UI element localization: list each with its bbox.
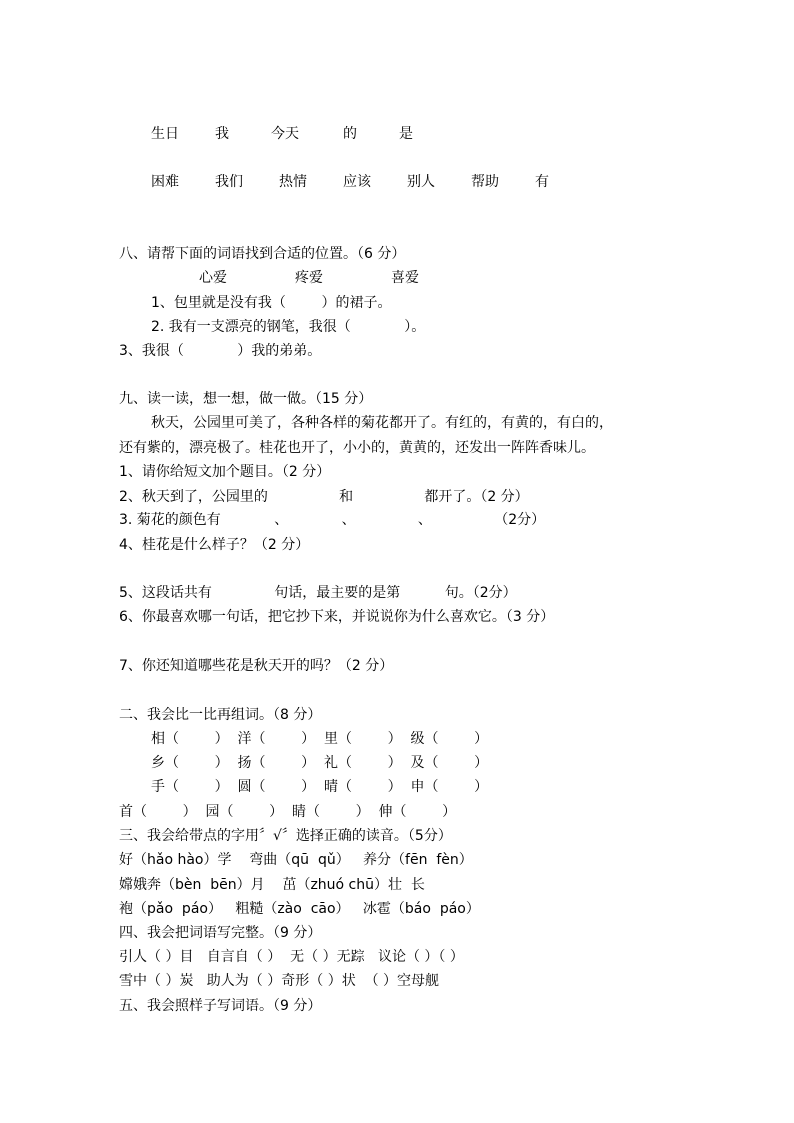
section-9-question-4: 4、桂花是什么样子？（2 分） bbox=[119, 537, 310, 553]
section-4-title: 四、我会把词语写完整。（9 分） bbox=[119, 925, 322, 941]
section-9-question-7: 7、你还知道哪些花是秋天开的吗？（2 分） bbox=[119, 658, 394, 674]
word-compare-row-4: 首（ ） 园（ ） 睛（ ） 伸（ ） bbox=[119, 804, 457, 820]
section-5-title: 五、我会照样子写词语。（9 分） bbox=[119, 998, 322, 1014]
word-item: 帮助 bbox=[471, 174, 499, 190]
pronunciation-row-2: 嫦娥奔（bèn bēn）月 茁（zhuó chū）壮 长 bbox=[119, 877, 425, 893]
word-compare-row-3: 手（ ） 圆（ ） 晴（ ） 申（ ） bbox=[151, 779, 489, 795]
word-item: 生日 bbox=[151, 126, 179, 142]
section-9-title: 九、读一读，想一想，做一做。（15 分） bbox=[119, 391, 373, 407]
section-9-question-1: 1、请你给短文加个题目。（2 分） bbox=[119, 464, 331, 480]
pronunciation-row-1: 好（hǎo hào）学 弯曲（qū qǔ） 养分（fēn fèn） bbox=[119, 852, 473, 868]
option-word: 疼爱 bbox=[295, 270, 323, 286]
option-word: 心爱 bbox=[199, 270, 227, 286]
word-item: 我们 bbox=[215, 174, 243, 190]
section-8-question-3: 3、我很（ ）我的弟弟。 bbox=[119, 343, 322, 359]
reading-passage-line-2: 还有紫的，漂亮极了。桂花也开了，小小的，黄黄的，还发出一阵阵香味儿。 bbox=[119, 440, 595, 456]
option-word: 喜爱 bbox=[391, 270, 419, 286]
word-item: 热情 bbox=[279, 174, 307, 190]
pronunciation-row-3: 袍（pǎo páo） 粗糙（zào cāo） 冰雹（báo páo） bbox=[119, 901, 480, 917]
word-item: 应该 bbox=[343, 174, 371, 190]
reading-passage-line-1: 秋天，公园里可美了，各种各样的菊花都开了。有红的，有黄的，有白的， bbox=[151, 415, 613, 431]
section-3-title: 三、我会给带点的字用〞√〞选择正确的读音。（5分） bbox=[119, 828, 452, 844]
word-item: 是 bbox=[399, 126, 413, 142]
idiom-row-1: 引人（ ）目 自言自（ ） 无（ ）无踪 议论（ ）（ ） bbox=[119, 949, 464, 965]
word-item: 困难 bbox=[151, 174, 179, 190]
section-8-question-2: 2. 我有一支漂亮的钢笔，我很（ ）。 bbox=[151, 319, 426, 335]
word-item: 今天 bbox=[271, 126, 299, 142]
section-9-question-6: 6、你最喜欢哪一句话，把它抄下来，并说说你为什么喜欢它。（3 分） bbox=[119, 609, 555, 625]
word-item: 的 bbox=[343, 126, 357, 142]
section-9-question-2: 2、秋天到了，公园里的 和 都开了。（2 分） bbox=[119, 489, 529, 505]
section-8-title: 八、请帮下面的词语找到合适的位置。（6 分） bbox=[119, 246, 406, 262]
word-compare-row-2: 乡（ ） 扬（ ） 礼（ ） 及（ ） bbox=[151, 755, 489, 771]
section-8-question-1: 1、包里就是没有我（ ）的裙子。 bbox=[151, 295, 392, 311]
word-item: 别人 bbox=[407, 174, 435, 190]
section-2-title: 二、我会比一比再组词。（8 分） bbox=[119, 707, 322, 723]
word-compare-row-1: 相（ ） 洋（ ） 里（ ） 级（ ） bbox=[151, 731, 489, 747]
section-9-question-3: 3. 菊花的颜色有 、 、 、 （2分） bbox=[119, 512, 546, 528]
section-9-question-5: 5、这段话共有 句话，最主要的是第 句。（2分） bbox=[119, 585, 517, 601]
word-item: 有 bbox=[535, 174, 549, 190]
word-item: 我 bbox=[215, 126, 229, 142]
idiom-row-2: 雪中（ ）炭 助人为（ ）奇形（ ）状 （ ）空母舰 bbox=[119, 973, 440, 989]
